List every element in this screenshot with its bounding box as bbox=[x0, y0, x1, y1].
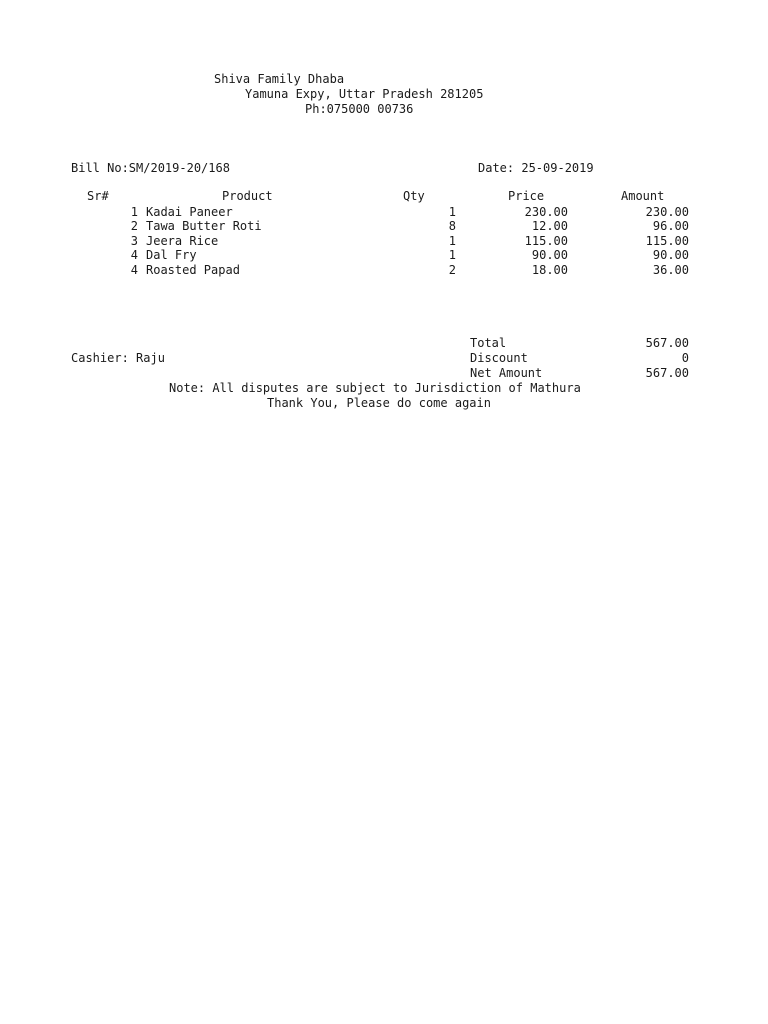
restaurant-address: Yamuna Expy, Uttar Pradesh 281205 bbox=[245, 87, 484, 101]
thank-you-message: Thank You, Please do come again bbox=[267, 396, 491, 410]
row-qty: 1 bbox=[448, 234, 456, 248]
row-product: Roasted Papad bbox=[146, 263, 240, 277]
row-price: 230.00 bbox=[524, 205, 568, 219]
row-sr: 4 bbox=[130, 263, 138, 277]
row-price: 90.00 bbox=[531, 248, 568, 262]
jurisdiction-note: Note: All disputes are subject to Jurisdiction of Mathura bbox=[169, 381, 581, 395]
row-price: 12.00 bbox=[531, 219, 568, 233]
row-product: Kadai Paneer bbox=[146, 205, 233, 219]
row-sr: 1 bbox=[130, 205, 138, 219]
column-header-amount: Amount bbox=[621, 189, 665, 203]
column-header-qty: Qty bbox=[403, 189, 425, 203]
row-qty: 1 bbox=[448, 248, 456, 262]
total-value: 567.00 bbox=[645, 336, 689, 350]
cashier-name: Cashier: Raju bbox=[71, 351, 165, 365]
net-amount-label: Net Amount bbox=[470, 366, 543, 380]
restaurant-name: Shiva Family Dhaba bbox=[214, 72, 345, 86]
row-qty: 2 bbox=[448, 263, 456, 277]
row-sr: 2 bbox=[130, 219, 138, 233]
row-product: Tawa Butter Roti bbox=[146, 219, 262, 233]
row-sr: 3 bbox=[130, 234, 138, 248]
net-amount-value: 567.00 bbox=[645, 366, 689, 380]
discount-value: 0 bbox=[681, 351, 689, 365]
row-amount: 90.00 bbox=[652, 248, 689, 262]
row-amount: 230.00 bbox=[645, 205, 689, 219]
column-header-sr: Sr# bbox=[87, 189, 109, 203]
bill-date: Date: 25-09-2019 bbox=[478, 161, 594, 175]
row-amount: 36.00 bbox=[652, 263, 689, 277]
row-qty: 8 bbox=[448, 219, 456, 233]
column-header-price: Price bbox=[508, 189, 545, 203]
row-sr: 4 bbox=[130, 248, 138, 262]
bill-number: Bill No:SM/2019-20/168 bbox=[71, 161, 230, 175]
row-price: 115.00 bbox=[524, 234, 568, 248]
restaurant-phone: Ph:075000 00736 bbox=[305, 102, 414, 116]
column-header-product: Product bbox=[222, 189, 273, 203]
row-amount: 115.00 bbox=[645, 234, 689, 248]
row-qty: 1 bbox=[448, 205, 456, 219]
total-label: Total bbox=[470, 336, 507, 350]
row-product: Dal Fry bbox=[146, 248, 197, 262]
row-price: 18.00 bbox=[531, 263, 568, 277]
discount-label: Discount bbox=[470, 351, 528, 365]
row-amount: 96.00 bbox=[652, 219, 689, 233]
row-product: Jeera Rice bbox=[146, 234, 219, 248]
